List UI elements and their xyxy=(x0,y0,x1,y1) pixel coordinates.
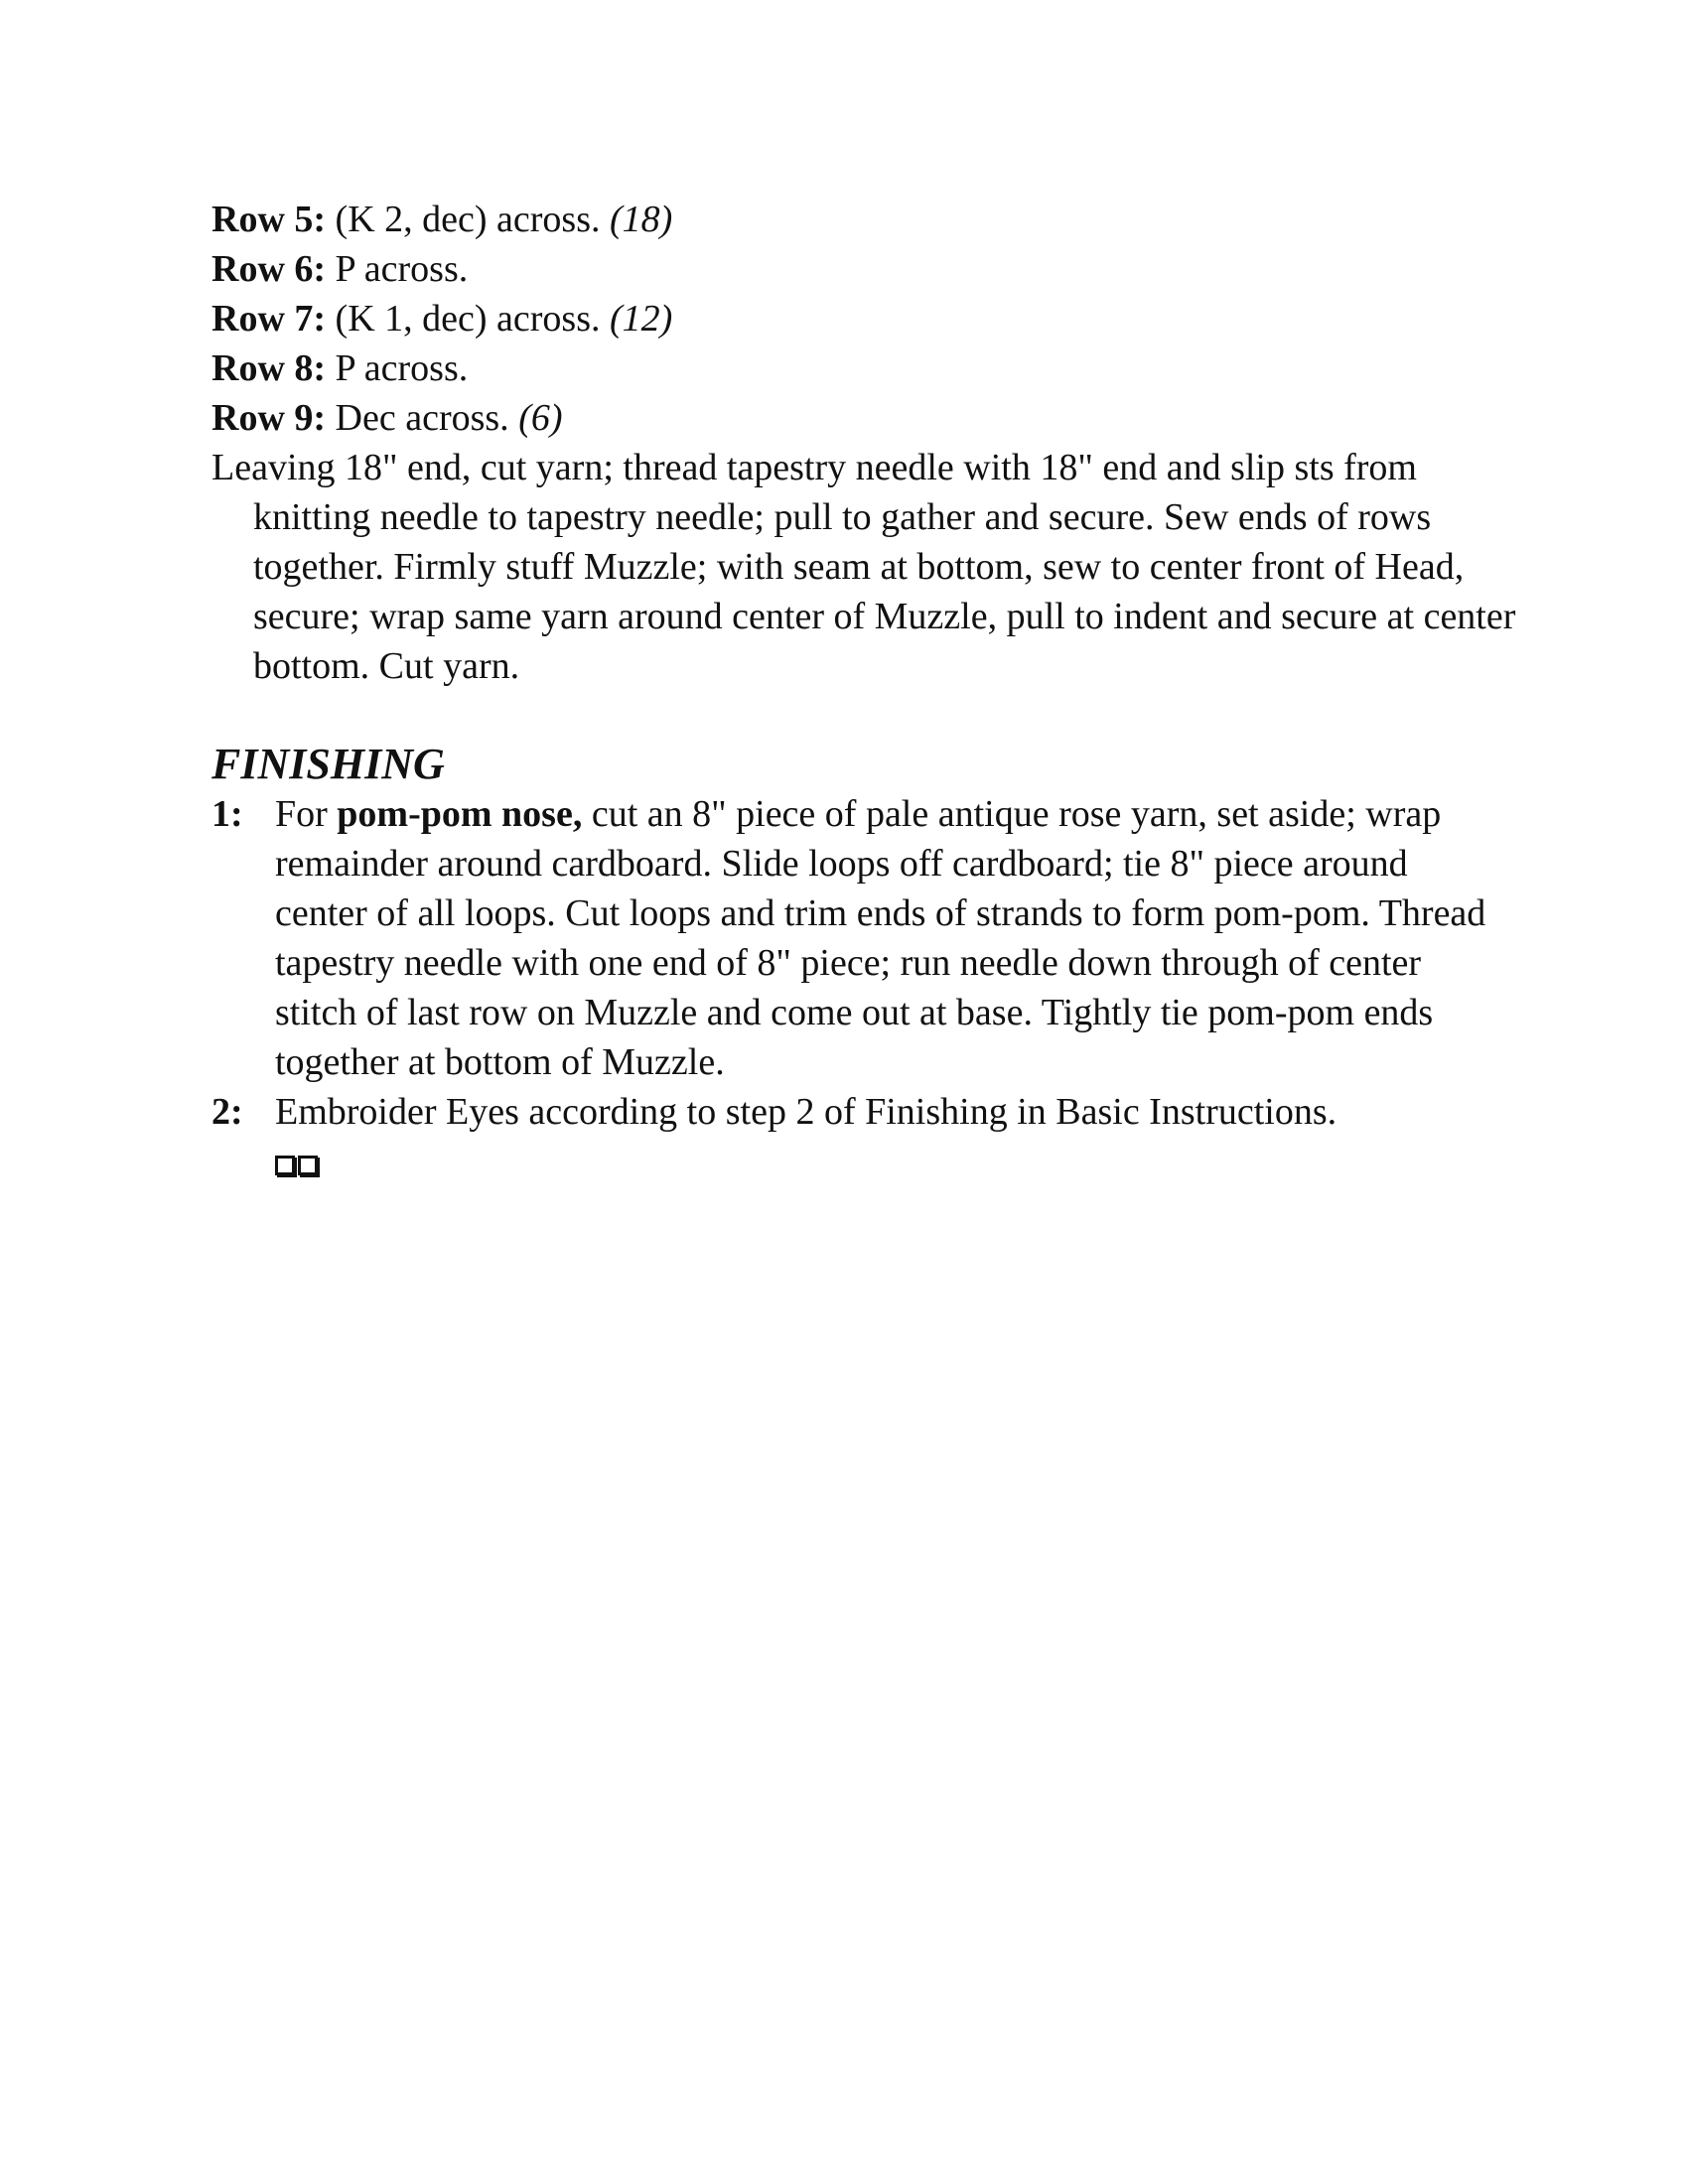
row-label: Row 7: xyxy=(211,298,327,340)
pattern-page xyxy=(211,195,1516,1186)
finishing-step xyxy=(211,789,1506,1087)
step-number: 1: xyxy=(211,793,243,835)
row-label: Row 9: xyxy=(211,397,327,439)
row-instruction xyxy=(211,343,1502,393)
row-instruction xyxy=(211,195,1502,244)
row-list xyxy=(211,195,1502,443)
row-label: Row 5: xyxy=(211,199,327,240)
row-text: P across. xyxy=(326,248,469,290)
row-text: P across. xyxy=(326,347,469,389)
checkbox-icon xyxy=(275,1156,295,1175)
step-text: cut an 8" piece of pale antique rose yarn, set aside; wrap remainder around cardboard. Slide loops off cardboard; tie 8" piece around center of all loops. Cut loops and trim ends of strands to form pom-pom. Thread tapestry needle with one end of 8" piece; run needle down through of center stitch of last row on Muzzle and come out at base. Tightly tie pom-pom ends together at bottom of Muzzle. xyxy=(275,793,1486,1083)
row-instruction xyxy=(211,294,1502,343)
section-heading: FINISHING xyxy=(211,740,445,788)
end-mark xyxy=(275,1137,1506,1186)
row-instruction xyxy=(211,393,1502,443)
stitch-count: (6) xyxy=(518,397,563,439)
row-text: (K 1, dec) across. xyxy=(326,298,610,340)
stitch-count: (18) xyxy=(610,199,673,240)
finishing-step xyxy=(211,1087,1506,1186)
closing-paragraph: Leaving 18" end, cut yarn; thread tapestry needle with 18" end and slip sts from knitting needle to tapestry needle; pull to gather and secure. Sew ends of rows together. Firmly stuff Muzzle; with seam at bottom, sew to center front of Head, secure; wrap same yarn around center of Muzzle, pull to indent and secure at center bottom. Cut yarn. xyxy=(211,447,1516,687)
step-text-lead: For xyxy=(275,793,338,835)
step-text: Embroider Eyes according to step 2 of Finishing in Basic Instructions. xyxy=(275,1091,1337,1133)
step-number: 2: xyxy=(211,1091,243,1133)
row-label: Row 8: xyxy=(211,347,327,389)
step-bold-term: pom-pom nose, xyxy=(337,793,583,835)
row-label: Row 6: xyxy=(211,248,327,290)
checkbox-icon xyxy=(298,1156,318,1175)
row-instruction xyxy=(211,244,1502,294)
row-text: (K 2, dec) across. xyxy=(326,199,610,240)
row-text: Dec across. xyxy=(326,397,519,439)
stitch-count: (12) xyxy=(610,298,673,340)
